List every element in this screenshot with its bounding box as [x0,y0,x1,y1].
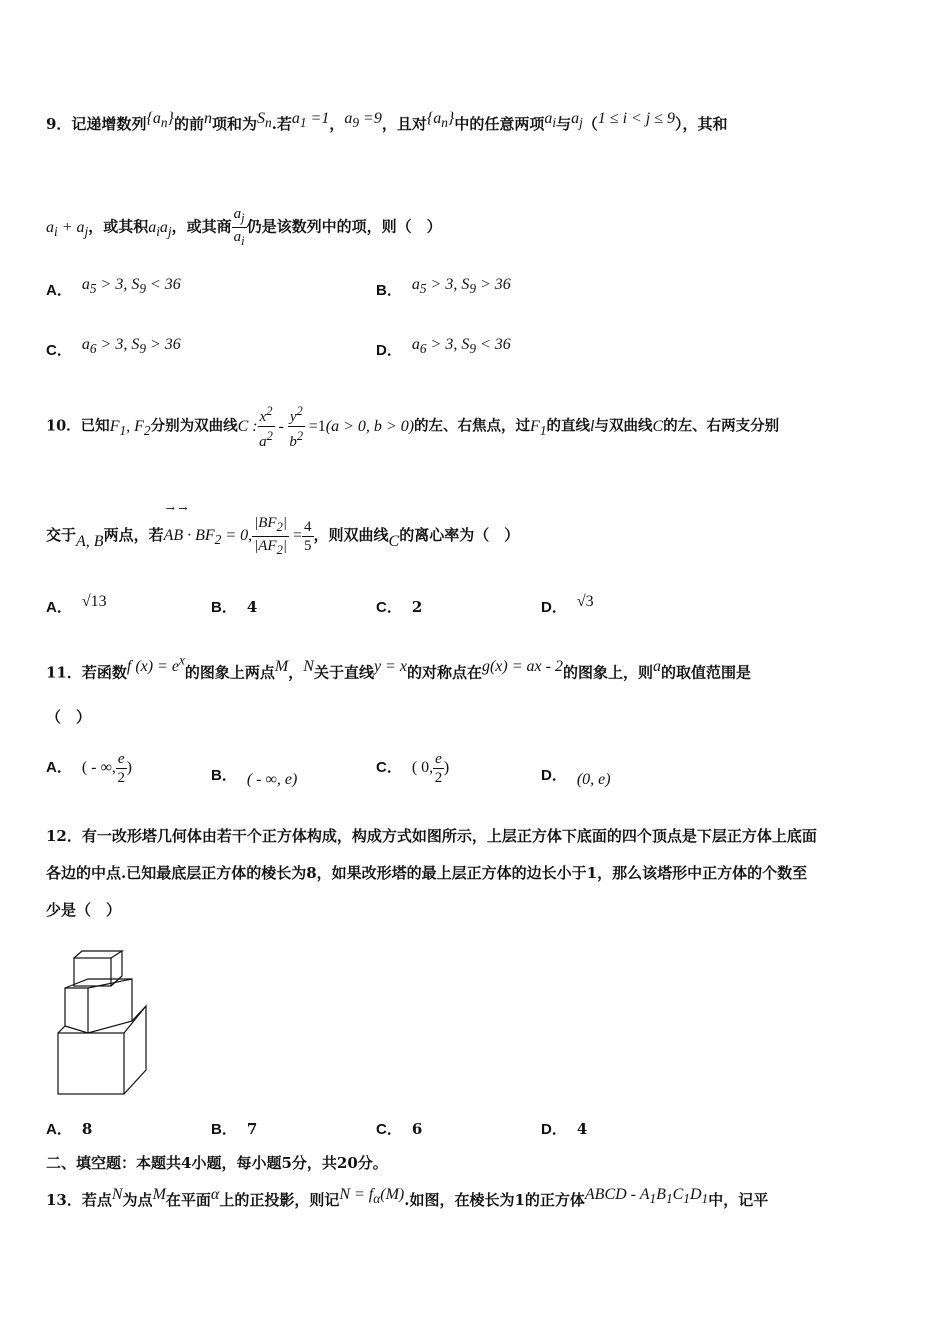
t: ，且对 [381,115,427,133]
m: > 3, S [96,276,140,293]
t: 各边的中点.已知最底层正方体的棱长为8，如果改形塔的最上层正方体的边长小于1，那么该塔形中正方体的个数至 [46,864,808,882]
t: ，或其积 [88,217,149,236]
v: 8 [81,1120,93,1138]
q9-option-a[interactable] [46,276,181,305]
m [46,218,89,239]
m [411,276,511,297]
label: B． [211,1121,237,1138]
q12-option-a[interactable] [46,1119,92,1140]
s: i [241,234,245,248]
s: j [84,223,89,239]
m: ( 0, [411,759,434,776]
t: 10．已知 [46,417,110,435]
m: a [291,110,300,127]
top-cube-top [74,951,122,958]
m: a [411,336,420,353]
m: (M) [380,1186,405,1203]
label: B． [211,599,237,616]
m: , F [126,417,144,435]
m: | [282,514,287,531]
t: 与双曲线 [594,417,653,435]
t: 在平面 [165,1191,211,1209]
label: A． [46,599,72,616]
q12-line3 [46,900,121,920]
t: 的左、右焦点，过 [414,417,531,435]
n: e [435,750,442,767]
fraction-bf-af [252,514,289,559]
m: l [590,417,595,435]
t: 13．若点 [46,1191,112,1209]
m: a [81,336,90,353]
label: B． [376,282,402,299]
m: < 36 [475,336,511,353]
m: =1 [304,417,326,435]
m: N [303,658,314,676]
m: N [111,1186,123,1203]
v: 7 [246,1120,258,1138]
s: 1 [683,1191,690,1207]
m: a [46,218,54,236]
m: |BF [254,514,277,531]
m: g(x) = ax - 2 [481,658,563,676]
m [544,110,557,131]
n: 4 [304,518,312,535]
s: 2 [266,404,273,418]
m [426,110,455,131]
s: j [241,211,245,225]
s: 2 [143,422,151,438]
s: 5 [419,281,427,297]
m: C : [237,417,258,435]
m: a [233,229,242,245]
q9-math [146,110,174,131]
m: ( - ∞, [81,759,116,776]
q11-line2 [46,707,91,727]
bottom-cube-edge [58,1026,65,1033]
t: ， [288,663,304,682]
m: S [256,110,265,127]
s: i [54,223,58,239]
t: 的对称点在 [406,663,482,682]
m: = 0, [221,527,253,544]
m: |AF [254,537,277,554]
t: 为点 [122,1191,153,1209]
bottom-cube-edge2 [132,1006,146,1021]
q12-option-c[interactable] [376,1119,422,1140]
m: ( - ∞, e) [246,771,298,788]
m: N = f [339,1186,374,1203]
q12-line1 [46,826,817,846]
v: 4 [246,598,258,616]
t: 的离心率为（ ） [399,526,520,544]
t: ，或其商 [171,217,232,236]
vector-dot [163,502,253,570]
m: } [447,110,455,127]
t: 二、填空题：本题共4小题，每小题5分，共20分。 [46,1154,388,1172]
m [256,110,272,131]
t: 的图象上两点 [184,663,275,682]
m: M [274,658,289,676]
s: 2 [296,429,304,443]
label: D． [541,1121,567,1138]
s: α [373,1191,381,1207]
t: 中的任意两项 [454,115,545,133]
t: 仍是该数列中的项，则（ ） [246,217,442,236]
m: a [233,206,242,222]
q12-line2 [46,863,807,883]
m: M [152,1186,166,1203]
v: 2 [411,598,423,616]
m: F [109,417,120,435]
q12-option-d[interactable] [541,1119,587,1140]
q13-line1 [46,1186,769,1215]
q11-option-d[interactable] [541,765,611,786]
t: 的前 [173,115,204,133]
s: 9 [139,341,146,357]
m [163,527,253,548]
m: a [148,218,157,236]
m: B [656,1186,666,1203]
v: 6 [411,1120,423,1138]
t: ， [329,115,345,133]
q10-option-d[interactable] [541,593,594,618]
m: a [652,658,661,676]
q9-option-d[interactable] [376,336,511,365]
middle-cube-edge3 [88,979,132,988]
s: 2 [266,429,273,443]
m: √13 [81,593,107,610]
m: ) [126,759,132,776]
m: =1 [306,110,330,127]
m [81,336,181,357]
m [344,110,382,131]
q10-option-a[interactable] [46,593,107,618]
m: C [652,417,664,435]
s: 1 [119,422,127,438]
q9-text: 9．记递增数列 [46,115,147,133]
m: b [289,434,297,450]
s: 9 [352,115,360,131]
m: a [81,276,90,293]
fraction [433,750,444,787]
s: n [441,115,448,131]
m: =9 [359,110,382,127]
q10-option-b[interactable] [211,597,257,618]
m: a [411,276,420,293]
label: A． [46,759,72,776]
s: i [156,223,160,239]
m: > 36 [145,336,181,353]
m: C [672,1186,684,1203]
m: ) [443,759,450,776]
m: (0, e) [576,771,611,788]
cube-tower [58,951,146,1094]
d: 2 [434,769,443,786]
s: n [264,115,272,131]
m: f (x) = e [126,658,179,676]
m [109,417,151,438]
t: 分别为双曲线 [150,417,238,435]
d: 5 [304,537,312,554]
label: C． [376,599,402,616]
bottom-cube-front [58,1033,124,1094]
t: ，则双曲线 [313,526,389,544]
t: 11．若函数 [46,663,127,682]
t: 两点，若 [103,526,164,544]
s: 5 [89,281,97,297]
m: a [571,110,580,127]
s: 2 [296,404,303,418]
arrows: → → [165,502,188,515]
m: a [344,110,353,127]
t: 上的正投影，则记 [219,1191,340,1209]
s: 1 [539,422,547,438]
section-heading [46,1153,388,1173]
s: 6 [419,341,427,357]
label: B． [211,767,237,784]
d: 2 [117,769,125,786]
q11-option-c[interactable] [376,745,449,790]
t: 的左、右两支分别 [663,417,780,435]
m: + a [57,218,85,236]
s: 6 [89,341,97,357]
m: D [689,1186,702,1203]
t: 的图象上，则 [562,663,653,682]
label: A． [46,1121,72,1138]
m [148,218,172,239]
m [339,1186,405,1207]
m: | [282,537,287,554]
m: = [288,527,302,544]
m: < 36 [145,276,181,293]
q9-option-c[interactable] [46,336,181,365]
m: y [289,409,297,425]
t: .如图，在棱长为1的正方体 [404,1191,585,1209]
t: 中，记平 [708,1191,769,1209]
t: 项和为 [211,115,257,133]
m [291,110,330,131]
label: A． [46,282,72,299]
t: 关于直线 [313,663,374,682]
m [584,1186,709,1207]
n: e [117,750,125,767]
s: 2 [276,542,283,557]
m: A, B [76,533,104,550]
m: > 36 [475,276,511,293]
m: > 3, S [426,276,470,293]
t: 12．有一改形塔几何体由若干个正方体构成，构成方式如图所示，上层正方体下底面的四个顶点是下层正方体上底面 [46,827,817,845]
s: i [552,115,557,131]
t: 交于 [46,526,77,544]
q9-line1 [46,110,728,139]
s: n [160,115,168,131]
t: （ ） [46,708,92,726]
s: 2 [214,532,222,548]
middle-cube-outline [65,979,132,1033]
s: 9 [469,281,476,297]
s: j [167,223,172,239]
q11-option-b[interactable] [211,765,297,786]
m: a [544,110,553,127]
m [530,417,547,438]
fraction-x [258,402,275,451]
cube-tower-figure [50,948,154,1096]
s: 9 [469,341,476,357]
q10-line1 [46,402,779,453]
t: ），其和 [675,115,728,133]
q12-option-b[interactable] [211,1119,257,1140]
s: x [178,653,185,668]
v: 4 [576,1120,588,1138]
bottom-cube-side [124,1006,146,1094]
label: D． [376,342,402,359]
fraction [232,205,247,250]
fraction-4-5 [302,518,314,555]
m: n [203,110,212,127]
q11-line1 [46,653,751,683]
t: 的直线 [546,417,590,435]
m: x [259,409,267,425]
m: {a [146,110,161,127]
m [81,276,181,297]
q11-option-a[interactable] [46,745,132,790]
m: AB · BF [163,527,215,544]
s: 1 [701,1191,709,1207]
q9-option-b[interactable] [376,276,511,305]
label: C． [376,759,402,776]
m: {a [426,110,442,127]
t: 少是（ ） [46,901,122,919]
m [411,336,511,357]
label: D． [541,767,567,784]
label: D． [541,599,567,616]
t: 与 [556,115,572,133]
fraction [116,750,127,787]
s: 1 [299,115,307,131]
t: 的取值范围是 [660,663,751,682]
m: α [210,1186,220,1203]
q10-option-c[interactable] [376,597,422,618]
m [126,653,185,676]
m: } [167,110,174,127]
t: .若 [271,115,292,133]
m: a [259,434,267,450]
q9-line2 [46,205,442,252]
m: √3 [576,593,594,610]
m: F [530,417,540,435]
m: (a > 0, b > 0) [325,417,415,435]
s: 1 [665,1191,673,1207]
label: C． [376,1121,402,1138]
fraction-y [288,402,305,451]
m: 1 ≤ i < j ≤ 9 [597,110,676,127]
s: 2 [276,519,283,534]
m: ABCD - A [584,1186,650,1203]
m: - [274,417,288,435]
s: j [579,115,583,131]
m: > 3, S [96,336,140,353]
m: y = x [373,658,407,676]
s: 9 [139,281,146,297]
label: C． [46,342,72,359]
s: 1 [649,1191,657,1207]
m: C [388,533,400,550]
m [571,110,583,131]
m: a [159,218,168,236]
t: （ [582,115,598,133]
m: > 3, S [426,336,470,353]
q10-line2 [46,502,520,570]
